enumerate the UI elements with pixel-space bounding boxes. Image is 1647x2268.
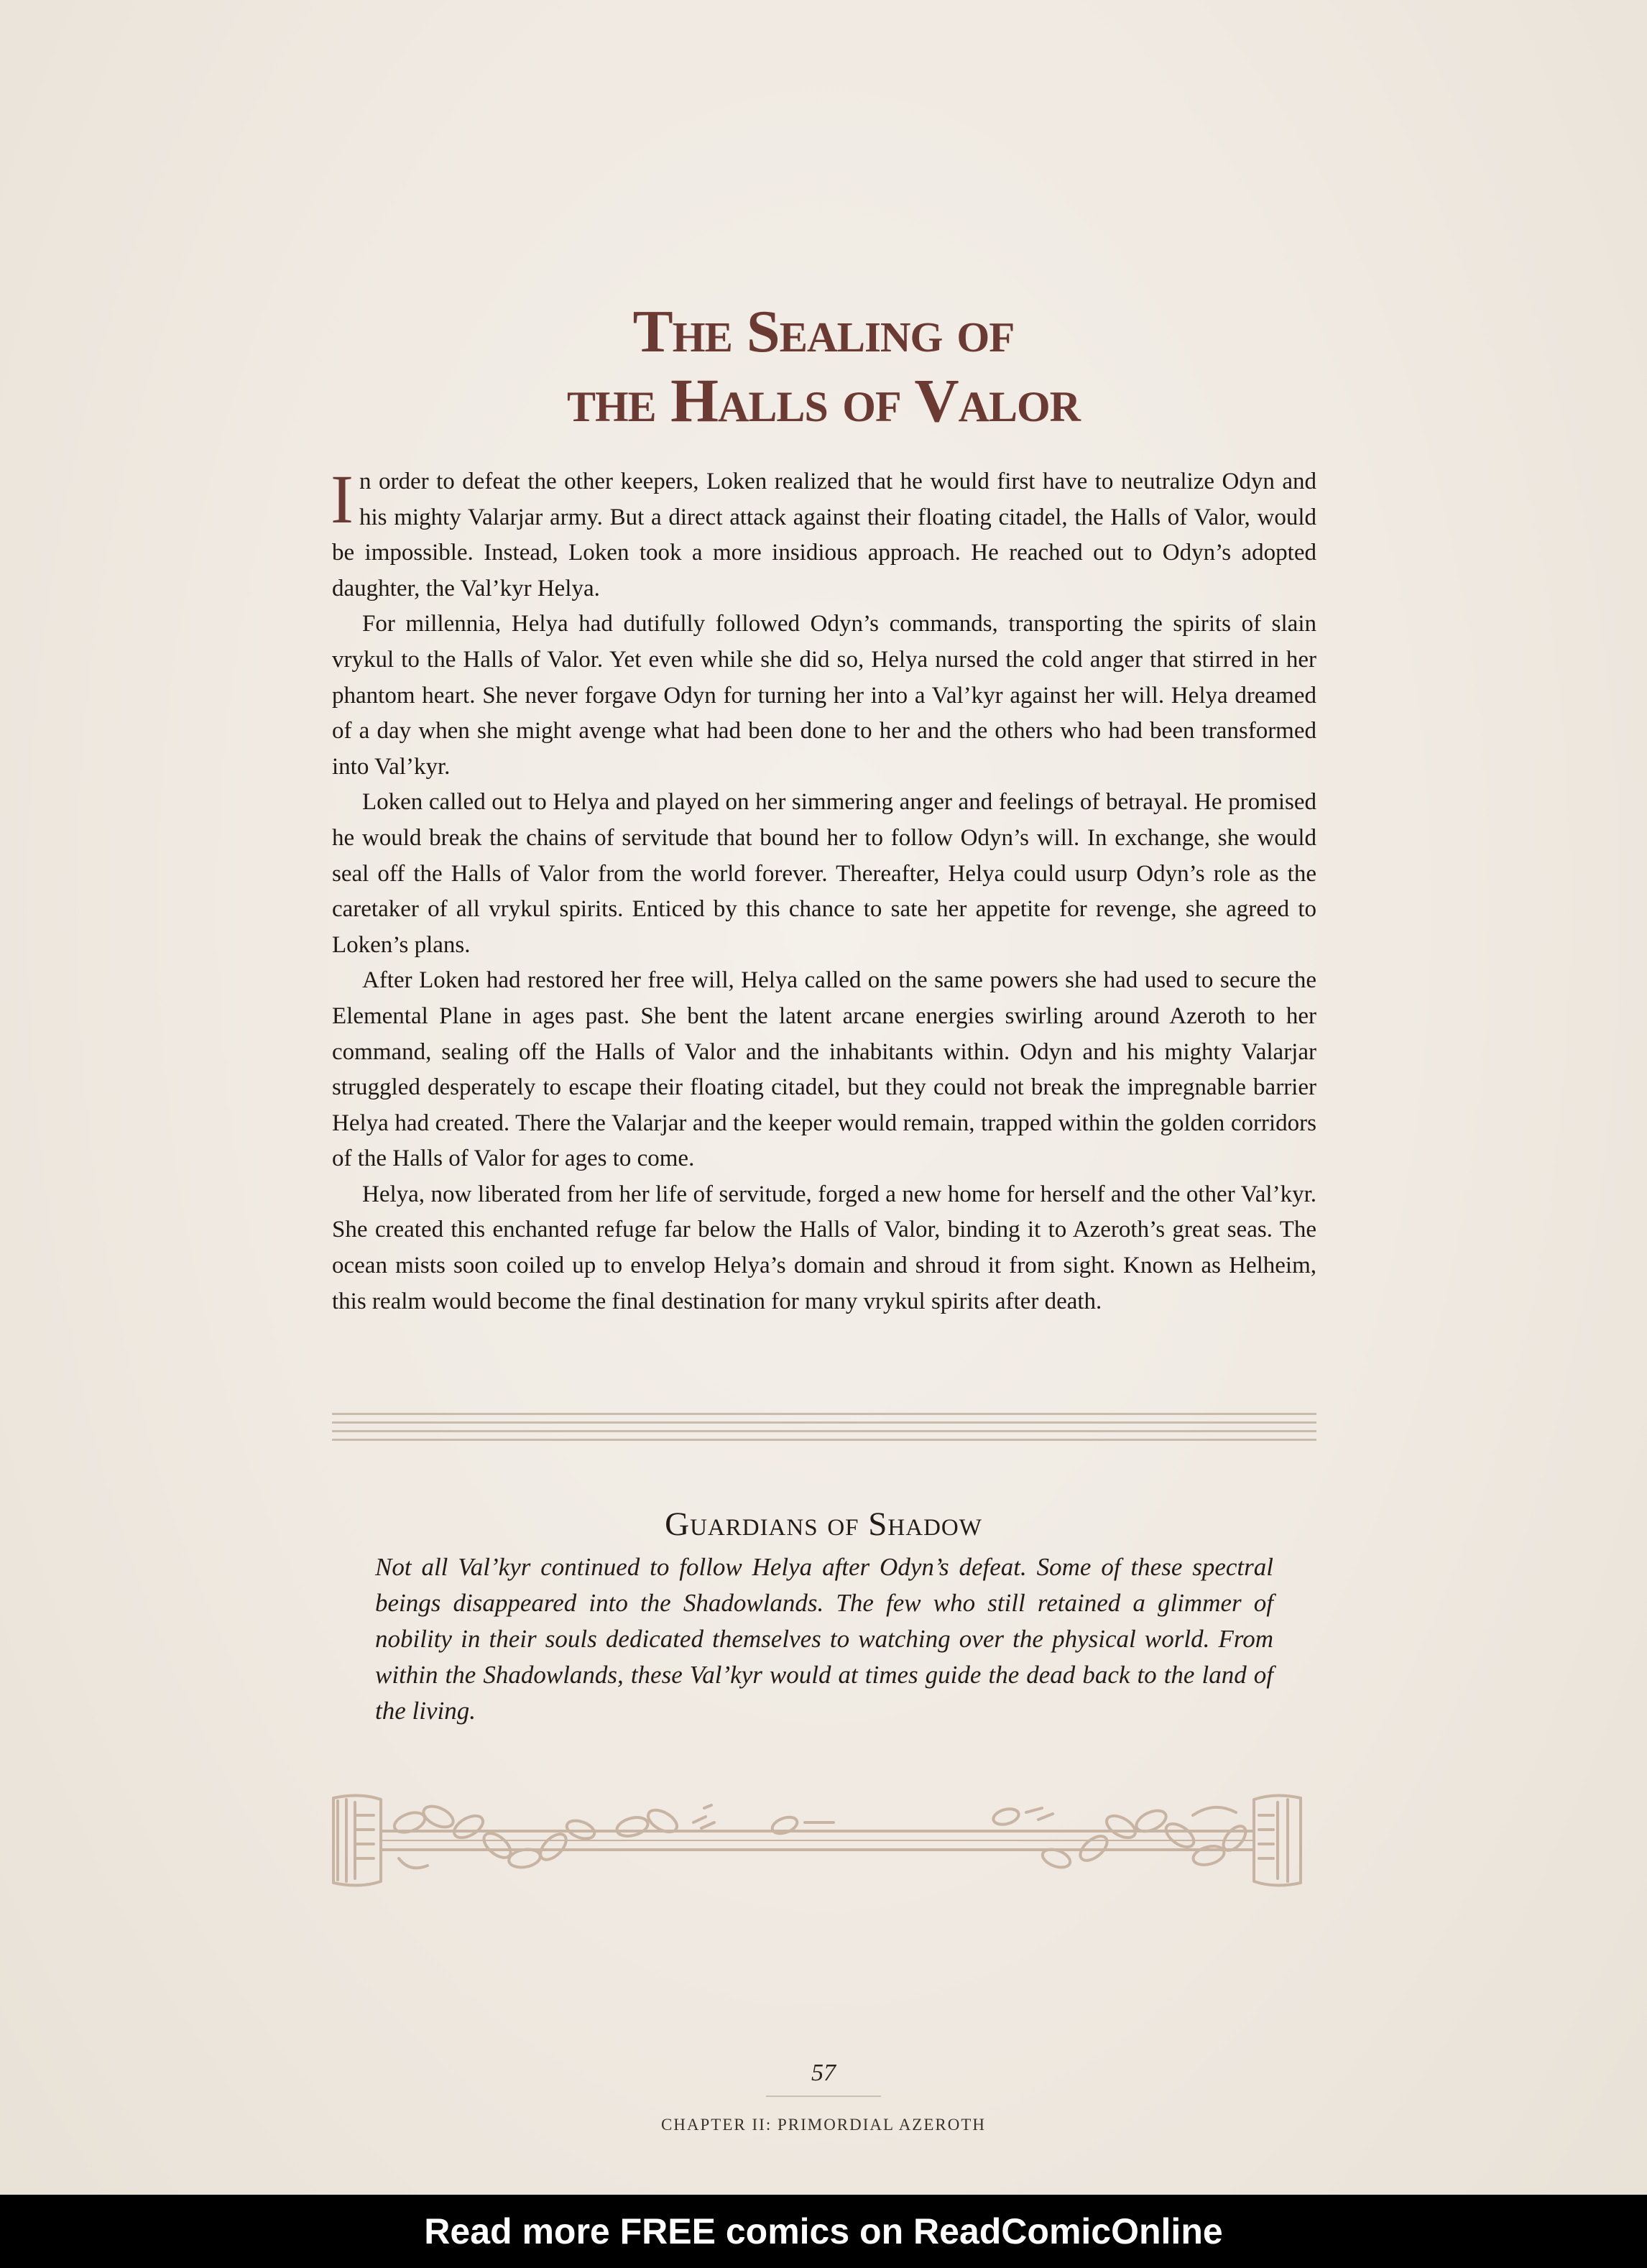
title-line-1: The Sealing of xyxy=(632,298,1015,365)
paragraph-5: Helya, now liberated from her life of servitude, forged a new home for herself and the other Val’kyr. She created this enchanted refuge far below the Halls of Valor, binding it to Azeroth’s great seas. The ocean mists soon coiled up to envelop Helya’s domain and shroud it from sight. Known as Helheim, this realm would become the final destination for many vrykul spirits after death. xyxy=(332,1181,1316,1314)
chapter-section-title xyxy=(0,298,1647,437)
divider-rule-4 xyxy=(332,1439,1316,1441)
paragraph-3: Loken called out to Helya and played on her simmering anger and feelings of betrayal. He promised he would break the chains of servitude that bound her to follow Odyn’s will. In exchange, she would seal off the Halls of Valor from the world forever. Thereafter, Helya could usurp Odyn’s role as the caretaker of all vrykul spirits. Enticed by this chance to sate her appetite for revenge, she agreed to Loken’s plans. xyxy=(332,789,1316,958)
promo-banner[interactable] xyxy=(0,2195,1647,2268)
divider-rule-3 xyxy=(332,1430,1316,1432)
divider-rule-2 xyxy=(332,1421,1316,1424)
paragraph-4: After Loken had restored her free will, Helya called on the same powers she had used to secure the Elemental Plane in ages past. She bent the latent arcane energies swirling around Azeroth to her command, sealing off the Halls of Valor and the inhabitants within. Odyn and his mighty Valarjar struggled desperately to escape their floating citadel, but they could not break the impregnable barrier Helya had created. There the Valarjar and the keeper would remain, trapped within the golden corridors of the Halls of Valor for ages to come. xyxy=(332,967,1316,1172)
paragraph-1-text: n order to defeat the other keepers, Loken realized that he would first have to neutralize Odyn and his mighty Valarjar army. But a direct attack against their floating citadel, the Halls of Valor, would be impossible. Instead, Loken took a more insidious approach. He reached out to Odyn’s adopted daughter, the Val’kyr Helya. xyxy=(332,469,1316,601)
broken-chain-ornament-icon xyxy=(331,1787,1304,1894)
page-number: 57 xyxy=(811,2060,836,2086)
sidebar-title: Guardians of Shadow xyxy=(665,1506,982,1543)
title-line-2: the Halls of Valor xyxy=(566,366,1081,435)
chapter-footer: CHAPTER II: PRIMORDIAL AZEROTH xyxy=(660,2116,987,2134)
paragraph-1 xyxy=(331,461,1316,607)
section-divider-rules xyxy=(332,1413,1316,1443)
page-number-rule xyxy=(766,2096,881,2097)
sidebar-text: Not all Val’kyr continued to follow Helya after Odyn’s defeat. Some of these spectral beings disappeared into the Shadowlands. The few who still retained a glimmer of nobility in their souls dedicated themselves to watching over the physical world. From within the Shadowlands, these Val’kyr would at times guide the dead back to the land of the living. xyxy=(375,1553,1273,1725)
drop-cap: I xyxy=(331,461,354,538)
promo-banner-text[interactable]: Read more FREE comics on ReadComicOnline xyxy=(424,2211,1223,2251)
divider-rule-1 xyxy=(332,1413,1316,1415)
body-text xyxy=(331,461,1316,1319)
paragraph-2: For millennia, Helya had dutifully followed Odyn’s commands, transporting the spirits of slain vrykul to the Halls of Valor. Yet even while she did so, Helya nursed the cold anger that stirred in her phantom heart. She never forgave Odyn for turning her into a Val’kyr against her will. Helya dreamed of a day when she might avenge what had been done to her and the others who had been transformed into Val’kyr. xyxy=(332,611,1316,780)
